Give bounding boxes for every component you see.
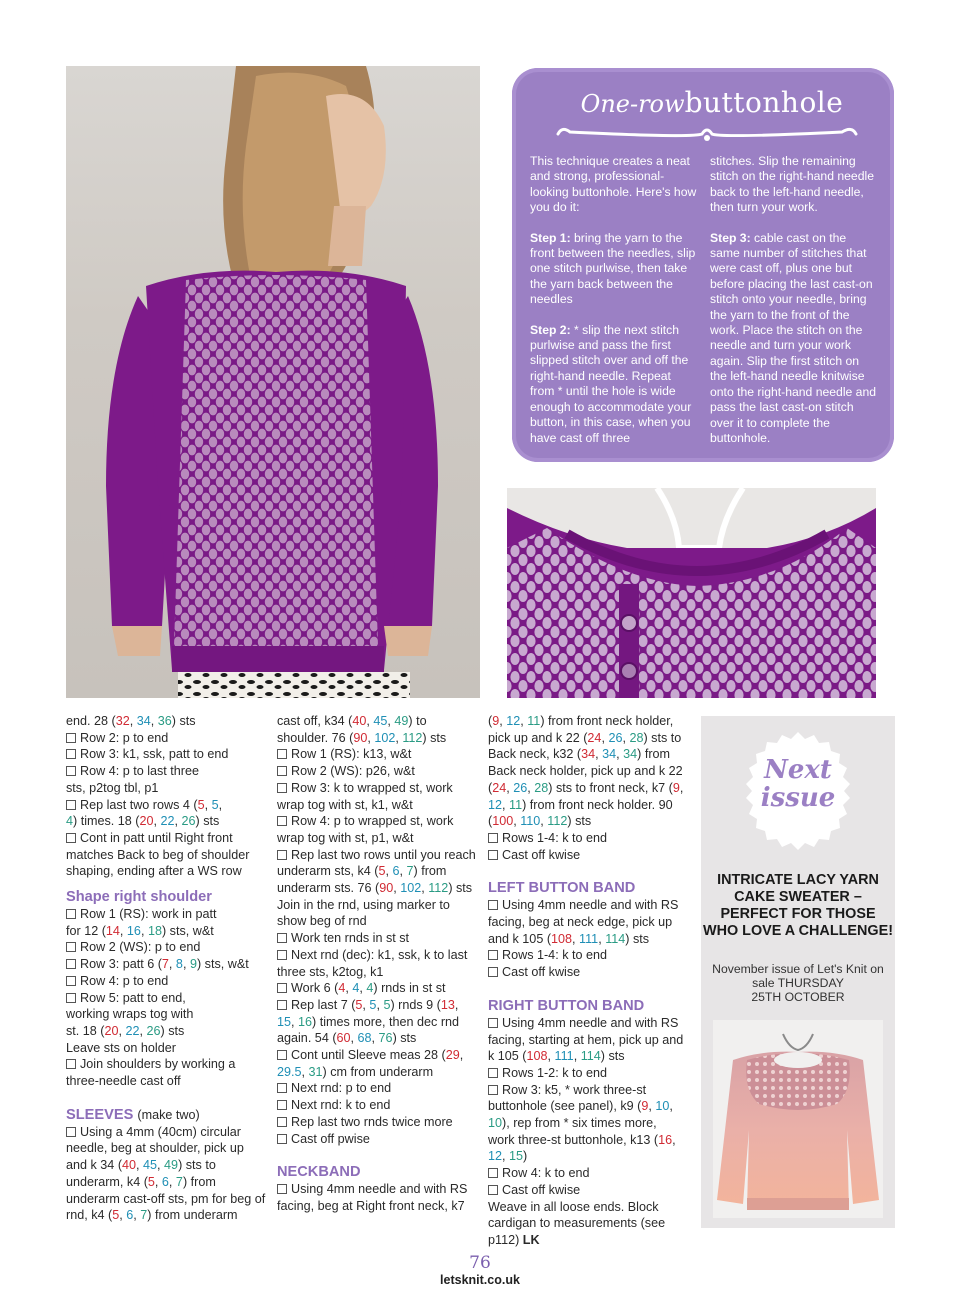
size-green: 7 bbox=[140, 1208, 148, 1223]
text: Rows 1-2: k to end bbox=[502, 1065, 607, 1080]
size-green: 7 bbox=[175, 1174, 183, 1189]
text: Work 6 ( bbox=[291, 981, 339, 996]
section-heading-shape-right-shoulder: Shape right shoulder bbox=[66, 889, 212, 906]
text: working wraps tog with bbox=[66, 1007, 194, 1022]
size-green: 76 bbox=[378, 1031, 393, 1046]
text: ) rnds 9 ( bbox=[390, 997, 441, 1012]
size-blue: 26 bbox=[608, 730, 623, 745]
instruction-row: Row 1 (RS): work in patt for 12 (14, 16, 18) sts, w&t bbox=[66, 907, 217, 938]
size-green: 112 bbox=[547, 814, 568, 829]
checkbox[interactable] bbox=[277, 766, 287, 776]
page-number: 76 bbox=[469, 1253, 491, 1273]
text: Cast off kwise bbox=[502, 965, 581, 980]
page-footer bbox=[380, 1254, 580, 1288]
checkbox[interactable] bbox=[66, 833, 76, 843]
instruction-row: Rep last 7 (5, 5, 5) rnds 9 (13, 15, 16) times more, then dec rnd again. 54 (60, 68, 76) sts bbox=[277, 997, 460, 1046]
size-green: 16 bbox=[298, 1014, 313, 1029]
size-blue: 45 bbox=[373, 714, 388, 728]
instruction-row: Cont until Sleeve meas 28 (29, 29.5, 31) cm from underarm bbox=[277, 1048, 464, 1079]
next-issue-subtext bbox=[701, 962, 895, 1004]
text: Rows 1-4: k to end bbox=[502, 948, 607, 963]
size-blue: 15 bbox=[277, 1014, 292, 1029]
size-green: 11 bbox=[509, 797, 523, 812]
text: ) sts bbox=[422, 730, 447, 745]
size-red: 40 bbox=[122, 1158, 137, 1173]
text: Rep last 7 ( bbox=[291, 997, 356, 1012]
main-photo bbox=[66, 66, 480, 698]
size-blue: 22 bbox=[160, 814, 175, 829]
text: Row 5: patt to end, bbox=[80, 990, 186, 1005]
size-red: 16 bbox=[658, 1132, 673, 1147]
size-red: 108 bbox=[551, 931, 573, 946]
size-green: 26 bbox=[146, 1023, 161, 1038]
size-red: 20 bbox=[139, 814, 154, 829]
text: Row 2: p to end bbox=[80, 730, 169, 745]
text: ) cm from underarm bbox=[322, 1064, 434, 1079]
checkbox[interactable] bbox=[66, 909, 76, 919]
size-blue: 6 bbox=[126, 1208, 134, 1223]
panel-title bbox=[562, 86, 862, 119]
text: 25TH OCTOBER bbox=[751, 990, 845, 1004]
checkbox[interactable] bbox=[277, 816, 287, 826]
heading-subtext: (make two) bbox=[137, 1107, 200, 1122]
next-issue-headline: INTRICATE LACY YARN CAKE SWEATER – PERFECT FOR THOSE WHO LOVE A CHALLENGE! bbox=[702, 872, 893, 939]
step-3-label: Step 3: bbox=[710, 230, 751, 245]
text: ) from Back neck holder, pick up and k 22 ( bbox=[488, 747, 683, 795]
checkbox[interactable] bbox=[277, 1117, 287, 1127]
step-2-label: Step 2: bbox=[530, 322, 571, 337]
size-green: 18 bbox=[147, 923, 162, 938]
checkbox[interactable] bbox=[66, 766, 76, 776]
instruction-row bbox=[277, 746, 479, 763]
text: for 12 ( bbox=[66, 923, 106, 938]
text: ) rnds in st st bbox=[373, 981, 446, 996]
text: Next rnd (dec): k1, ssk, k to last three sts, k2tog, k1 bbox=[277, 947, 468, 979]
text: cast off, k34 ( bbox=[277, 714, 353, 728]
text: Next rnd: p to end bbox=[291, 1081, 392, 1096]
instruction-row bbox=[488, 847, 684, 864]
text: ) sts to underarm, k4 ( bbox=[66, 1158, 216, 1189]
size-green: 11 bbox=[527, 714, 541, 728]
text: Next rnd: k to end bbox=[291, 1098, 391, 1113]
size-blue: 26 bbox=[513, 780, 528, 795]
text: Using a 4mm (40cm) circular needle, beg at shoulder, pick up and k 34 ( bbox=[66, 1124, 244, 1173]
text: ) from underarm bbox=[147, 1208, 238, 1223]
checkbox[interactable] bbox=[277, 1050, 287, 1060]
size-red: 5 bbox=[112, 1208, 120, 1223]
instruction-row bbox=[277, 780, 479, 813]
text: Row 2 (WS): p to end bbox=[80, 940, 201, 955]
size-green: 34 bbox=[623, 747, 638, 762]
right-front-end-count: end. 28 (32, 34, 36) sts bbox=[66, 714, 196, 728]
text: ) sts to front neck, k7 ( bbox=[548, 780, 673, 795]
text: Rep last two rows until you reach underarm sts, k4 ( bbox=[277, 847, 476, 879]
text: ( bbox=[488, 714, 493, 728]
text: Cont in patt until Right front matches Back to beg of shoulder shaping, ending after a WS row bbox=[66, 830, 250, 879]
size-red: 32 bbox=[115, 714, 130, 728]
instruction-row bbox=[277, 763, 479, 780]
size-blue: 111 bbox=[554, 1049, 574, 1064]
size-red: 90 bbox=[353, 730, 368, 745]
text: ) sts to Back neck, k32 ( bbox=[488, 730, 682, 762]
size-blue: 6 bbox=[392, 864, 400, 879]
size-green: 7 bbox=[406, 864, 414, 879]
instruction-row bbox=[277, 930, 479, 947]
size-blue: 16 bbox=[126, 923, 141, 938]
text: ) sts, w&t bbox=[161, 923, 214, 938]
checkbox[interactable] bbox=[277, 783, 287, 793]
step-1-text: bring the yarn to the front between the needles, slip one stitch purlwise, then take the yarn back between the needles bbox=[530, 230, 696, 307]
checkbox[interactable] bbox=[488, 1185, 498, 1195]
instruction-row bbox=[66, 763, 266, 796]
size-green: 112 bbox=[402, 730, 423, 745]
size-green: 31 bbox=[308, 1064, 323, 1079]
size-red: 20 bbox=[104, 1023, 119, 1038]
size-green: 5 bbox=[383, 997, 391, 1012]
instruction-row bbox=[66, 939, 266, 956]
text: ) sts bbox=[171, 714, 196, 728]
checkbox[interactable] bbox=[488, 833, 498, 843]
size-red: 100 bbox=[492, 814, 514, 829]
instruction-text: Leave sts on holder bbox=[66, 1040, 176, 1055]
size-green: 112 bbox=[428, 881, 449, 896]
checkbox[interactable] bbox=[277, 1083, 287, 1093]
pattern-column-2 bbox=[277, 713, 479, 1215]
text: Rep last two rnds twice more bbox=[291, 1114, 453, 1129]
text: ) from underarm sts. 76 ( bbox=[277, 864, 447, 896]
pattern-column-1 bbox=[66, 713, 266, 1224]
text: Using 4mm needle and with RS facing, beg at Right front neck, k7 bbox=[277, 1182, 468, 1213]
size-red: 90 bbox=[379, 881, 394, 896]
size-green: 4 bbox=[366, 981, 374, 996]
text: Row 1 (RS): k13, w&t bbox=[291, 747, 412, 762]
text: ) from front neck holder. 90 ( bbox=[488, 797, 673, 829]
instruction-row: Rep last two rows 4 (5, 5, 4) times. 18 (20, 22, 26) sts bbox=[66, 797, 223, 829]
size-blue: 110 bbox=[520, 814, 541, 829]
size-blue: 111 bbox=[579, 931, 599, 946]
text: Cast off kwise bbox=[502, 847, 581, 862]
size-blue: 12 bbox=[506, 714, 521, 728]
size-red: 108 bbox=[526, 1049, 548, 1064]
size-red: 5 bbox=[355, 997, 363, 1012]
text: Using 4mm needle and with RS facing, starting at hem, pick up and k 105 ( bbox=[488, 1015, 684, 1064]
panel-step-3 bbox=[710, 231, 878, 447]
instruction-row bbox=[488, 964, 684, 981]
checkbox[interactable] bbox=[277, 749, 287, 759]
size-green: 10 bbox=[488, 1116, 503, 1131]
checkbox[interactable] bbox=[66, 1059, 76, 1069]
step-1-label: Step 1: bbox=[530, 230, 571, 245]
text: ), rep from * six times more, work three-st buttonhole, k13 ( bbox=[488, 1116, 659, 1147]
instruction-row: Work 6 (4, 4, 4) rnds in st st bbox=[277, 980, 479, 997]
instruction-row bbox=[277, 1131, 479, 1148]
checkbox[interactable] bbox=[277, 983, 287, 993]
checkbox[interactable] bbox=[277, 950, 287, 960]
instruction-row: Using a 4mm (40cm) circular needle, beg at shoulder, pick up and k 34 (40, 45, 49) sts to underarm, k4 (5, 6, 7) from underarm cast-off sts, pm for beg of rnd, k4 (5, 6, 7) from underarm bbox=[66, 1124, 266, 1223]
next-issue-photo bbox=[713, 1020, 883, 1218]
next-issue-badge-text bbox=[737, 756, 859, 812]
size-red: 9 bbox=[672, 780, 680, 795]
text: Row 3: k5, * work three-st buttonhole (see panel), k9 ( bbox=[488, 1082, 647, 1114]
instruction-row: Using 4mm needle and with RS facing, starting at hem, pick up and k 105 (108, 111, 114) sts bbox=[488, 1015, 684, 1064]
checkbox[interactable] bbox=[277, 1184, 287, 1194]
instruction-text: cast off, k34 (40, 45, 49) to shoulder. 76 (90, 102, 112) sts bbox=[277, 714, 447, 745]
checkbox[interactable] bbox=[277, 933, 287, 943]
size-red: 34 bbox=[581, 747, 596, 762]
instruction-row bbox=[488, 1165, 684, 1182]
text: November issue of Let's Knit on sale THURSDAY bbox=[712, 962, 884, 990]
checkbox[interactable] bbox=[488, 1168, 498, 1178]
instruction-row bbox=[488, 947, 684, 964]
size-green: 114 bbox=[605, 931, 626, 946]
size-blue: 68 bbox=[357, 1031, 372, 1046]
text: ) sts bbox=[195, 814, 220, 829]
section-heading-sleeves bbox=[66, 1106, 266, 1124]
instruction-row bbox=[277, 1097, 479, 1114]
text: ) sts bbox=[600, 1049, 625, 1064]
text: ) from front neck holder, pick up and k 22 ( bbox=[488, 714, 674, 745]
instruction-row bbox=[66, 746, 266, 763]
text: Row 4: p to end bbox=[80, 973, 169, 988]
size-blue: 102 bbox=[400, 881, 422, 896]
buttonhole-panel bbox=[512, 68, 894, 462]
title-swash-ornament bbox=[552, 120, 862, 146]
checkbox[interactable] bbox=[66, 800, 76, 810]
size-blue: 29.5 bbox=[277, 1064, 302, 1079]
size-blue: 10 bbox=[655, 1099, 670, 1114]
size-red: 40 bbox=[352, 714, 367, 728]
checkbox[interactable] bbox=[488, 1018, 498, 1028]
size-green: 15 bbox=[509, 1149, 524, 1164]
heading-text: SLEEVES bbox=[66, 1106, 134, 1123]
instruction-row bbox=[66, 973, 266, 990]
checkbox[interactable] bbox=[66, 749, 76, 759]
instruction-row bbox=[488, 1065, 684, 1082]
size-red: 29 bbox=[445, 1048, 460, 1063]
instruction-row bbox=[66, 730, 266, 747]
instruction-row: Rep last two rows until you reach underarm sts, k4 (5, 6, 7) from underarm sts. 76 (90, 102, 112) sts bbox=[277, 847, 476, 896]
panel-title-main: buttonhole bbox=[684, 86, 844, 119]
size-blue: 6 bbox=[161, 1174, 169, 1189]
instruction-row bbox=[66, 830, 266, 880]
instruction-row bbox=[488, 1182, 684, 1199]
size-red: 9 bbox=[641, 1099, 649, 1114]
size-red: 7 bbox=[161, 957, 169, 972]
instruction-text: (9, 12, 11) from front neck holder, pick up and k 22 (24, 26, 28) sts to Back neck, k32 (34, 34, 34) from Back neck holder, pick up and k 22 (24, 26, 28) sts to front neck, k7 (9, 12, 11) from front neck holder. 90 (100, 110, 112) sts bbox=[488, 714, 684, 829]
badge-line-2: issue bbox=[760, 783, 836, 813]
text: Cast off kwise bbox=[502, 1182, 581, 1197]
text: Work ten rnds in st st bbox=[291, 931, 410, 946]
text: Join shoulders by working a three-needle cast off bbox=[66, 1057, 236, 1089]
size-blue: 4 bbox=[352, 981, 360, 996]
text: Row 4: k to end bbox=[502, 1166, 590, 1181]
text: ) sts bbox=[625, 931, 650, 946]
text: ) to shoulder. 76 ( bbox=[277, 714, 427, 745]
panel-title-script: One-row bbox=[580, 90, 685, 118]
section-heading-left-button-band: LEFT BUTTON BAND bbox=[488, 880, 636, 897]
text: ) from underarm cast-off sts, pm for beg of rnd, k4 ( bbox=[66, 1174, 266, 1223]
text: Rep last two rows 4 ( bbox=[80, 797, 198, 812]
next-issue-box bbox=[701, 716, 895, 1228]
text: Row 3: k to wrapped st, work wrap tog with st, k1, w&t bbox=[277, 780, 453, 812]
checkbox[interactable] bbox=[66, 942, 76, 952]
size-green: 28 bbox=[629, 730, 644, 745]
instruction-row bbox=[66, 1056, 266, 1089]
instruction-row bbox=[277, 1080, 479, 1097]
size-red: 4 bbox=[338, 981, 346, 996]
checkbox[interactable] bbox=[277, 850, 287, 860]
text: Cont until Sleeve meas 28 ( bbox=[291, 1048, 446, 1063]
size-red: 60 bbox=[336, 1031, 351, 1046]
checkbox[interactable] bbox=[66, 993, 76, 1003]
text: ) times. 18 ( bbox=[73, 814, 140, 829]
checkbox[interactable] bbox=[277, 1100, 287, 1110]
checkbox[interactable] bbox=[488, 950, 498, 960]
size-red: 5 bbox=[378, 864, 386, 879]
instruction-text: Join in the rnd, using marker to show beg of rnd bbox=[277, 897, 450, 929]
text: ) sts, w&t bbox=[196, 957, 249, 972]
size-red: 9 bbox=[492, 714, 500, 728]
instruction-row: Row 3: k5, * work three-st buttonhole (see panel), k9 (9, 10, 10), rep from * six times more, work three-st buttonhole, k13 (16, 12, 15) bbox=[488, 1082, 676, 1164]
checkbox[interactable] bbox=[277, 1134, 287, 1144]
size-blue: 34 bbox=[602, 747, 617, 762]
step-2-text: * slip the next stitch purlwise and pass the first slipped stitch over and off the right-hand needle. Repeat from * until the hole is wide enough to accommodate your button, in this case, when you have cast off three bbox=[530, 322, 692, 445]
size-blue: 102 bbox=[374, 730, 396, 745]
checkbox[interactable] bbox=[66, 733, 76, 743]
text: Cast off pwise bbox=[291, 1131, 370, 1146]
checkbox[interactable] bbox=[488, 1068, 498, 1078]
size-green: 26 bbox=[181, 814, 196, 829]
text: Rows 1-4: k to end bbox=[502, 830, 607, 845]
size-red: 14 bbox=[105, 923, 120, 938]
text: Using 4mm needle and with RS facing, beg at neck edge, pick up and k 105 ( bbox=[488, 898, 679, 946]
instruction-row bbox=[277, 1181, 479, 1214]
checkbox[interactable] bbox=[277, 1000, 287, 1010]
size-green: 49 bbox=[164, 1158, 179, 1173]
text: Row 4: p to last three bbox=[80, 764, 200, 779]
size-green: 4 bbox=[66, 814, 74, 829]
panel-column-2 bbox=[710, 154, 878, 461]
checkbox[interactable] bbox=[488, 967, 498, 977]
size-blue: 22 bbox=[125, 1023, 140, 1038]
instruction-row bbox=[277, 813, 479, 846]
text: Row 3: k1, ssk, patt to end bbox=[80, 747, 229, 762]
section-heading-right-button-band: RIGHT BUTTON BAND bbox=[488, 997, 645, 1014]
checkbox[interactable] bbox=[66, 959, 76, 969]
section-heading-neckband: NECKBAND bbox=[277, 1164, 361, 1181]
text: Weave in all loose ends. Block cardigan to measurements (see p112) bbox=[488, 1199, 666, 1247]
size-red: 13 bbox=[440, 997, 455, 1012]
step-3-text: cable cast on the same number of stitches that were cast off, plus one but before placing the last cast-on stitch onto your needle, bring the yarn to the front of the work. Place the stitch on the needle and turn your work again. Slip the first stitch on the left-hand needle knitwise onto the right-hand needle and pass the last cast-on stitch over it to complete the buttonhole. bbox=[710, 230, 877, 445]
size-blue: 12 bbox=[488, 1149, 503, 1164]
size-red: 24 bbox=[492, 780, 507, 795]
text: Row 2 (WS): p26, w&t bbox=[291, 764, 415, 779]
checkbox[interactable] bbox=[488, 1085, 498, 1095]
pattern-column-3 bbox=[488, 713, 684, 1249]
checkbox[interactable] bbox=[488, 900, 498, 910]
text: ) sts bbox=[567, 814, 592, 829]
badge-line-1: Next bbox=[764, 755, 832, 785]
checkbox[interactable] bbox=[488, 850, 498, 860]
instruction-row bbox=[277, 1114, 479, 1131]
text: end. 28 ( bbox=[66, 714, 116, 728]
text: ) sts bbox=[160, 1023, 185, 1038]
size-red: 24 bbox=[587, 730, 602, 745]
instruction-row: Row 3: patt 6 (7, 8, 9) sts, w&t bbox=[66, 956, 266, 973]
size-green: 49 bbox=[394, 714, 409, 728]
panel-step-1 bbox=[530, 231, 698, 308]
size-red: 5 bbox=[147, 1174, 155, 1189]
detail-photo bbox=[507, 488, 876, 698]
text: ) sts bbox=[448, 881, 473, 896]
size-green: 28 bbox=[534, 780, 549, 795]
text: Row 1 (RS): work in patt bbox=[80, 907, 217, 922]
text: Row 3: patt 6 ( bbox=[80, 957, 162, 972]
size-green: 9 bbox=[189, 957, 197, 972]
website-link[interactable]: letsknit.co.uk bbox=[440, 1273, 520, 1287]
instruction-text bbox=[488, 1199, 684, 1249]
checkbox[interactable] bbox=[66, 1127, 76, 1137]
size-green: 36 bbox=[157, 714, 172, 728]
instruction-row: Using 4mm needle and with RS facing, beg at neck edge, pick up and k 105 (108, 111, 114) sts bbox=[488, 898, 679, 946]
text: Row 4: p to wrapped st, work wrap tog with st, p1, w&t bbox=[277, 814, 454, 845]
size-blue: 12 bbox=[488, 797, 503, 812]
text: ) times more, then dec rnd again. 54 ( bbox=[277, 1014, 460, 1046]
text: ) sts bbox=[392, 1031, 417, 1046]
size-blue: 5 bbox=[211, 797, 219, 812]
panel-continuation: stitches. Slip the remaining stitch on the right-hand needle back to the left-hand needle, then turn your work. bbox=[710, 154, 874, 215]
instruction-row bbox=[488, 830, 684, 847]
size-blue: 8 bbox=[175, 957, 183, 972]
instruction-row bbox=[277, 947, 479, 980]
panel-intro: This technique creates a neat and strong, professional-looking buttonhole. Here's how you do it: bbox=[530, 154, 697, 215]
text: st. 18 ( bbox=[66, 1023, 105, 1038]
panel-step-2 bbox=[530, 323, 698, 446]
size-blue: 34 bbox=[136, 714, 151, 728]
size-green: 114 bbox=[580, 1049, 601, 1064]
size-blue: 5 bbox=[369, 997, 377, 1012]
size-blue: 45 bbox=[143, 1158, 158, 1173]
size-red: 5 bbox=[197, 797, 205, 812]
text: sts, p2tog tbl, p1 bbox=[66, 780, 159, 795]
panel-column-1 bbox=[530, 154, 698, 461]
checkbox[interactable] bbox=[66, 976, 76, 986]
instruction-row: Row 5: patt to end, working wraps tog with st. 18 (20, 22, 26) sts bbox=[66, 990, 194, 1038]
designer-initials: LK bbox=[522, 1232, 540, 1247]
